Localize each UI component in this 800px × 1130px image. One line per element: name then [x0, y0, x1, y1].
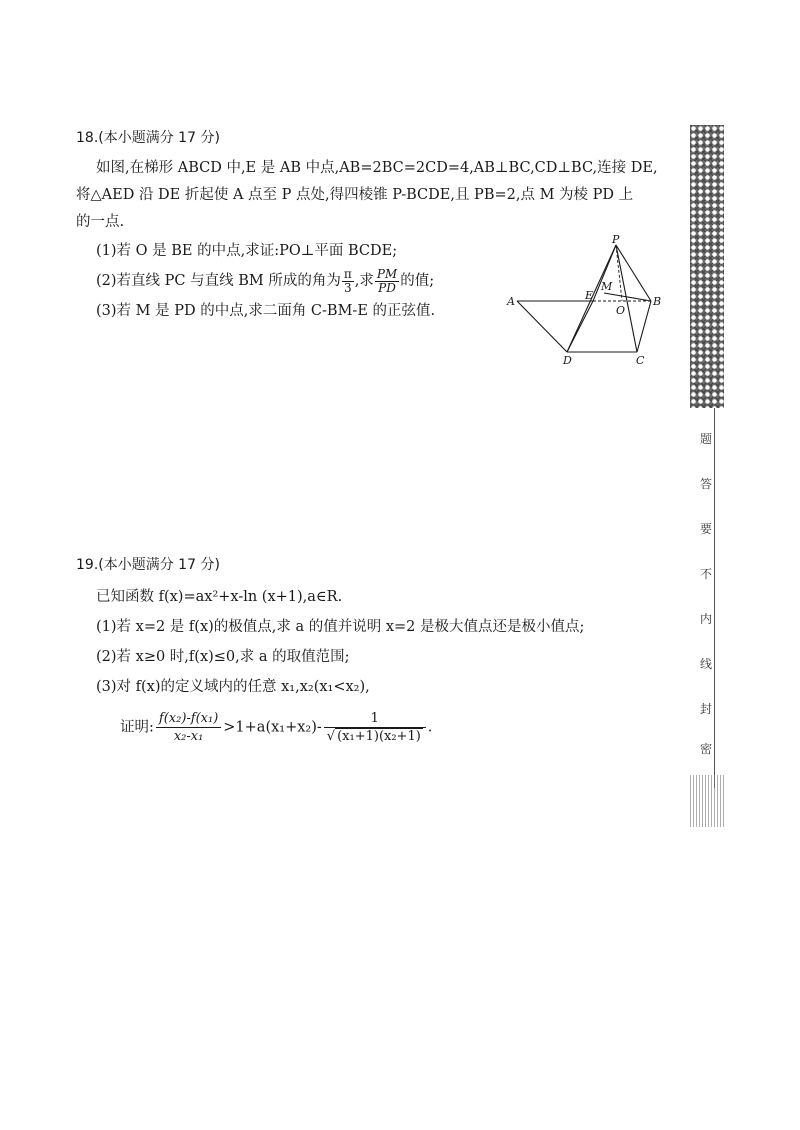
reciprocal-root-denominator: √ (x₁+1)(x₂+1): [326, 729, 421, 744]
angle-fraction: [342, 268, 354, 295]
problem-19-heading: 19.(本小题满分 17 分): [76, 557, 220, 573]
difference-quotient-numerator: f(x₂)-f(x₁): [156, 710, 221, 728]
q2-prefix: (2)若直线 PC 与直线 BM 所成的角为: [96, 273, 341, 289]
label-C: C: [636, 354, 645, 365]
strip-char-1: 题: [700, 432, 713, 446]
problem-19-intro: 已知函数 f(x)=ax²+x-ln (x+1),a∈R.: [96, 589, 343, 605]
label-A: A: [507, 295, 515, 308]
strip-char-6: 线: [700, 657, 713, 671]
binding-strip: [690, 125, 726, 825]
problem-18-question-3: (3)若 M 是 PD 的中点,求二面角 C-BM-E 的正弦值.: [96, 303, 436, 319]
angle-numerator: π: [343, 266, 352, 281]
q2-suffix: 的值;: [400, 273, 435, 289]
angle-denominator: 3: [343, 280, 352, 295]
problem-18-line-2: 将△AED 沿 DE 折起使 A 点至 P 点处,得四棱锥 P-BCDE,且 PB=2,点 M 为棱 PD 上: [76, 187, 634, 203]
difference-quotient: [156, 710, 221, 745]
pyramid-figure: [505, 235, 675, 365]
label-E: E: [585, 289, 594, 302]
problem-18-question-1: (1)若 O 是 BE 的中点,求证:PO⊥平面 BCDE;: [96, 243, 398, 259]
problem-19: [76, 554, 676, 745]
radicand: (x₁+1)(x₂+1): [337, 729, 421, 744]
binding-line: [714, 408, 715, 788]
ratio-numerator: PM: [376, 266, 398, 281]
q2-middle: ,求: [354, 273, 374, 289]
strip-char-8: 密: [700, 742, 713, 756]
strip-char-7: 封: [700, 702, 713, 716]
problem-19-question-1: (1)若 x=2 是 f(x)的极值点,求 a 的值并说明 x=2 是极大值点还是极小值点;: [96, 619, 585, 635]
problem-19-question-3: (3)对 f(x)的定义域内的任意 x₁,x₂(x₁<x₂),: [96, 679, 370, 695]
edge-CB: [637, 301, 651, 352]
label-M: M: [601, 280, 613, 293]
problem-18-heading: 18.(本小题满分 17 分): [76, 130, 220, 146]
strip-char-5: 内: [700, 612, 713, 626]
problem-18-line-3: 的一点.: [76, 214, 125, 230]
strip-char-3: 要: [700, 522, 713, 536]
problem-19-question-2: (2)若 x≥0 时,f(x)≤0,求 a 的取值范围;: [96, 649, 350, 665]
label-O: O: [616, 304, 626, 317]
binding-pattern-bottom: [690, 775, 724, 827]
proof-statement: [76, 710, 676, 745]
edge-MB: [604, 293, 651, 301]
difference-quotient-denominator: x₂-x₁: [173, 729, 204, 744]
binding-pattern: [690, 125, 724, 408]
proof-end: .: [427, 719, 433, 736]
label-B: B: [653, 295, 662, 308]
problem-18-line-1: 如图,在梯形 ABCD 中,E 是 AB 中点,AB=2BC=2CD=4,AB⊥BC,CD⊥BC,连接 DE,: [96, 160, 658, 176]
strip-char-4: 不: [700, 567, 713, 581]
proof-label: 证明:: [120, 719, 154, 736]
strip-char-2: 答: [700, 477, 713, 491]
proof-middle: >1+a(x₁+x₂)-: [223, 719, 322, 736]
ratio-fraction: [375, 268, 399, 295]
ratio-denominator: PD: [378, 280, 396, 295]
label-D: D: [563, 354, 572, 365]
edge-AD: [517, 301, 567, 352]
reciprocal-root-numerator: 1: [324, 710, 426, 728]
label-P: P: [612, 235, 620, 246]
reciprocal-root-fraction: [324, 710, 426, 745]
